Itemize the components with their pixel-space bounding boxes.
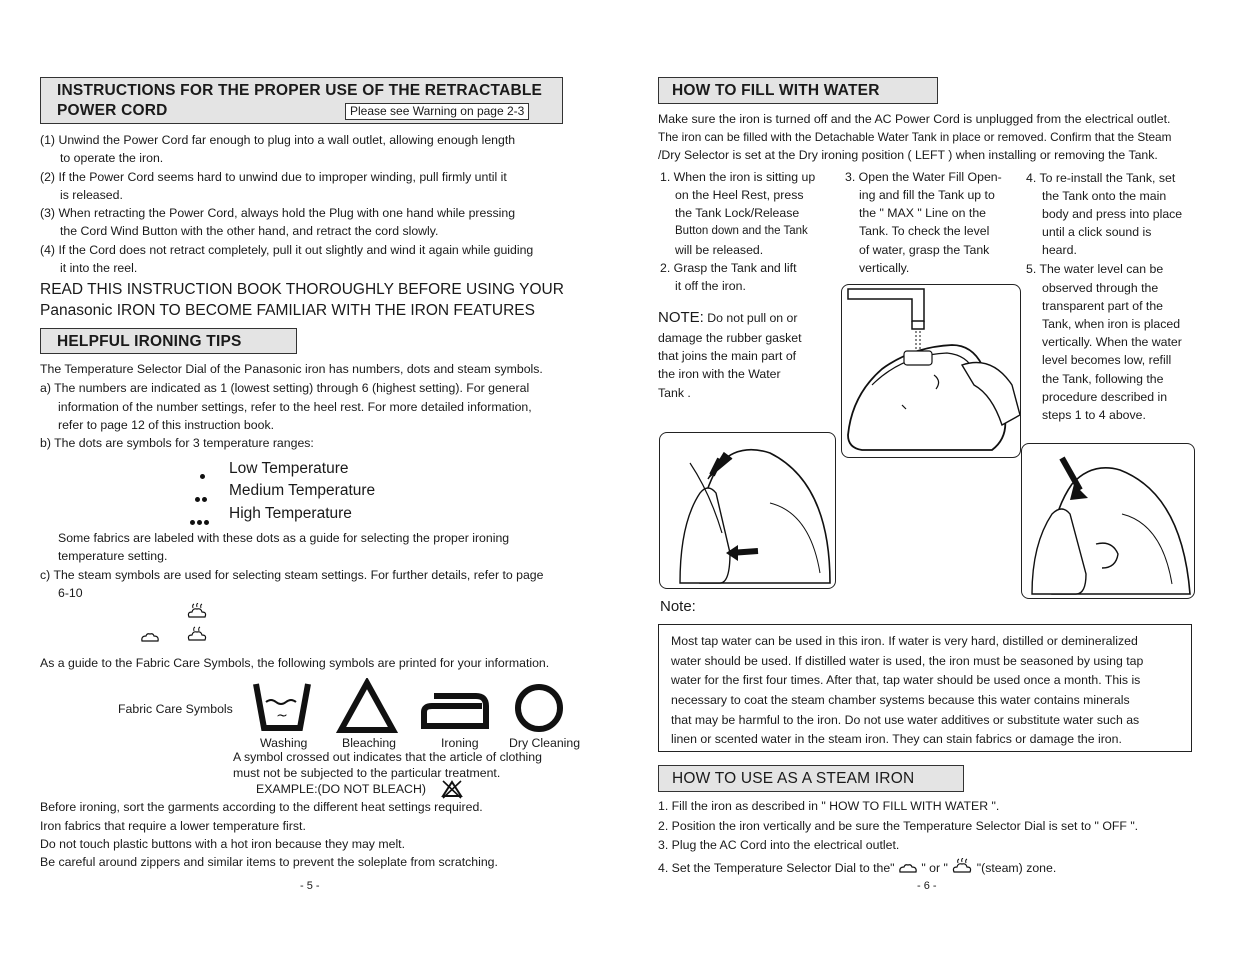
step4-line3: body and press into place: [1042, 207, 1183, 221]
iron-install-drawing: [1022, 444, 1194, 598]
step4-line4: until a click sound is: [1042, 225, 1152, 239]
temp-high: High Temperature: [229, 505, 352, 522]
fabric-line-2: temperature setting.: [58, 549, 168, 563]
crossed-line-1: A symbol crossed out indicates that the article of clothing: [233, 750, 542, 764]
tips-line-1: The Temperature Selector Dial of the Panasonic iron has numbers, dots and steam symbols.: [40, 362, 543, 376]
step1-line5: will be released.: [675, 243, 764, 257]
cord-item-1b: to operate the iron.: [60, 151, 164, 165]
cord-item-3b: the Cord Wind Button with the other hand, and retract the cord slowly.: [60, 224, 439, 238]
steam-step-4-mid: " or ": [921, 861, 948, 875]
note2-line2: water should be used. If distilled water is used, the iron must be seasoned by using tap: [671, 654, 1144, 668]
fill-header: HOW TO FILL WITH WATER: [672, 82, 880, 99]
page-number-left: - 5 -: [300, 880, 320, 892]
fill-intro-3: /Dry Selector is set at the Dry ironing position ( LEFT ) when installing or removing the Tank.: [658, 148, 1158, 162]
tips-line-5: b) The dots are symbols for 3 temperature ranges:: [40, 436, 314, 450]
step2-line2: it off the iron.: [675, 279, 746, 293]
step3-line1: 3. Open the Water Fill Open-: [845, 170, 1002, 184]
step5-line3: transparent part of the: [1042, 299, 1163, 313]
steam-low-icon: [140, 630, 160, 644]
note2-line5: that may be harmful to the iron. Do not use water additives or substitute water such as: [671, 713, 1140, 727]
steam-step-1: 1. Fill the iron as described in " HOW TO FILL WITH WATER ".: [658, 799, 1000, 813]
note2-label: Note:: [660, 598, 696, 615]
step2-line1: 2. Grasp the Tank and lift: [660, 261, 797, 275]
care-name-washing: Washing: [260, 736, 308, 750]
final-line-2: Iron fabrics that require a lower temperature first.: [40, 819, 306, 833]
steam-low-icon-inline: [898, 861, 918, 874]
cord-header-line2: POWER CORD: [57, 102, 168, 119]
temp-low: Low Temperature: [229, 460, 349, 477]
step1-line2: on the Heel Rest, press: [675, 188, 804, 202]
step5-line1: 5. The water level can be: [1026, 262, 1164, 276]
steam-high-icon: [186, 603, 208, 621]
steam-step-2: 2. Position the iron vertically and be sure the Temperature Selector Dial is set to " OFF ".: [658, 819, 1139, 833]
tips-line-3: information of the number settings, refer to the heel rest. For more detailed information,: [58, 400, 532, 414]
steam-high-icon-inline: [951, 858, 973, 874]
iron-removal-drawing: [660, 433, 835, 588]
tips-line-2: a) The numbers are indicated as 1 (lowest setting) through 6 (highest setting). For general: [40, 381, 530, 395]
fabric-line-4: 6-10: [58, 586, 83, 600]
cord-item-4: (4) If the Cord does not retract completely, pull it out slightly and wind it again while guiding: [40, 243, 534, 257]
fabric-line-3: c) The steam symbols are used for selecting steam settings. For further details, refer to page: [40, 568, 544, 582]
note-line4: the iron with the Water: [658, 367, 781, 381]
fill-intro-2: The iron can be filled with the Detachable Water Tank in place or removed. Confirm that the Steam: [658, 130, 1172, 144]
note-line1: Do not pull on or: [703, 311, 798, 325]
step3-line2: ing and fill the Tank up to: [859, 188, 995, 202]
cord-item-4b: it into the reel.: [60, 261, 138, 275]
crossed-line-2: must not be subjected to the particular treatment.: [233, 766, 501, 780]
step1-line4: Button down and the Tank: [675, 225, 808, 237]
step5-line6: level becomes low, refill: [1042, 353, 1172, 367]
illustration-remove-tank: [659, 432, 836, 589]
step4-line5: heard.: [1042, 243, 1077, 257]
step3-line6: vertically.: [859, 261, 910, 275]
note-line3: that joins the main part of: [658, 349, 797, 363]
step5-line9: steps 1 to 4 above.: [1042, 408, 1146, 422]
step1-line1: 1. When the iron is sitting up: [660, 170, 816, 184]
tips-line-4: refer to page 12 of this instruction book.: [58, 418, 275, 432]
step5-line7: the Tank, following the: [1042, 372, 1164, 386]
ironing-icon: [420, 688, 492, 730]
washing-icon: [252, 680, 312, 732]
note-line5: Tank .: [658, 386, 691, 400]
step5-line4: Tank, when iron is placed: [1042, 317, 1181, 331]
step3-line5: of water, grasp the Tank: [859, 243, 990, 257]
bleaching-icon: [336, 678, 398, 734]
step5-line2: observed through the: [1042, 281, 1159, 295]
cord-item-3: (3) When retracting the Power Cord, always hold the Plug with one hand while pressing: [40, 206, 516, 220]
note2-line6: linen or scented water in the steam iron. They can stain fabrics or damage the iron.: [671, 732, 1122, 746]
fabric-line-1: Some fabrics are labeled with these dots as a guide for selecting the proper ironing: [58, 531, 510, 545]
note2-line1: Most tap water can be used in this iron. If water is very hard, distilled or demineralized: [671, 634, 1138, 648]
step5-line8: procedure described in: [1042, 390, 1168, 404]
final-line-4: Be careful around zippers and similar items to prevent the soleplate from scratching.: [40, 855, 498, 869]
illustration-install-tank: [1021, 443, 1195, 599]
step4-line2: the Tank onto the main: [1042, 189, 1167, 203]
faucet-iron-drawing: [842, 285, 1020, 457]
svg-text:~: ~: [276, 708, 288, 724]
note-label: NOTE:: [658, 309, 704, 326]
two-dot-icon: [195, 491, 209, 509]
note-paragraph: [658, 310, 798, 326]
note2-line4: necessary to coat the steam chamber systems because this water contains minerals: [671, 693, 1130, 707]
care-name-ironing: Ironing: [441, 736, 479, 750]
temp-medium: Medium Temperature: [229, 482, 376, 499]
steam-step-4-end: "(steam) zone.: [976, 861, 1057, 875]
steam-step-4-start: 4. Set the Temperature Selector Dial to the": [658, 861, 895, 875]
read-notice-1: READ THIS INSTRUCTION BOOK THOROUGHLY BEFORE USING YOUR: [40, 281, 564, 298]
illustration-fill-tank: [841, 284, 1021, 458]
note-line2: damage the rubber gasket: [658, 331, 802, 345]
care-guide: As a guide to the Fabric Care Symbols, the following symbols are printed for your information.: [40, 656, 550, 670]
do-not-bleach-icon: [440, 779, 464, 799]
fill-intro-1: Make sure the iron is turned off and the AC Power Cord is unplugged from the electrical outlet.: [658, 112, 1171, 126]
step4-line1: 4. To re-install the Tank, set: [1026, 171, 1176, 185]
steam-header: HOW TO USE AS A STEAM IRON: [672, 770, 915, 787]
step1-line3: the Tank Lock/Release: [675, 206, 800, 220]
step3-line3: the " MAX " Line on the: [859, 206, 986, 220]
step5-line5: vertically. When the water: [1042, 335, 1182, 349]
cord-item-2b: is released.: [60, 188, 123, 202]
final-line-1: Before ironing, sort the garments according to the different heat settings required.: [40, 800, 483, 814]
steam-step-3: 3. Plug the AC Cord into the electrical outlet.: [658, 838, 900, 852]
read-notice-2: Panasonic IRON TO BECOME FAMILIAR WITH THE IRON FEATURES: [40, 302, 535, 319]
cord-header-line1: INSTRUCTIONS FOR THE PROPER USE OF THE RETRACTABLE: [57, 82, 543, 99]
warning-note: Please see Warning on page 2-3: [345, 103, 529, 120]
dry-cleaning-icon: [513, 682, 565, 734]
step3-line4: Tank. To check the level: [859, 224, 990, 238]
care-name-bleaching: Bleaching: [342, 736, 397, 750]
cord-item-1: (1) Unwind the Power Cord far enough to plug into a wall outlet, allowing enough length: [40, 133, 516, 147]
final-line-3: Do not touch plastic buttons with a hot iron because they may melt.: [40, 837, 406, 851]
care-label: Fabric Care Symbols: [118, 702, 233, 716]
care-name-dry-cleaning: Dry Cleaning: [509, 736, 581, 750]
one-dot-icon: [200, 468, 207, 486]
note2-line3: water for the first four times. After that, tap water should be used once a month. This is: [671, 673, 1141, 687]
steam-medium-icon: [186, 626, 208, 643]
example-text: EXAMPLE:(DO NOT BLEACH): [256, 782, 426, 796]
tips-header: HELPFUL IRONING TIPS: [57, 333, 242, 350]
page-number-right: - 6 -: [917, 880, 937, 892]
steam-step-4: [658, 858, 1056, 876]
cord-item-2: (2) If the Power Cord seems hard to unwind due to improper winding, pull firmly until it: [40, 170, 507, 184]
three-dot-icon: [190, 514, 211, 532]
